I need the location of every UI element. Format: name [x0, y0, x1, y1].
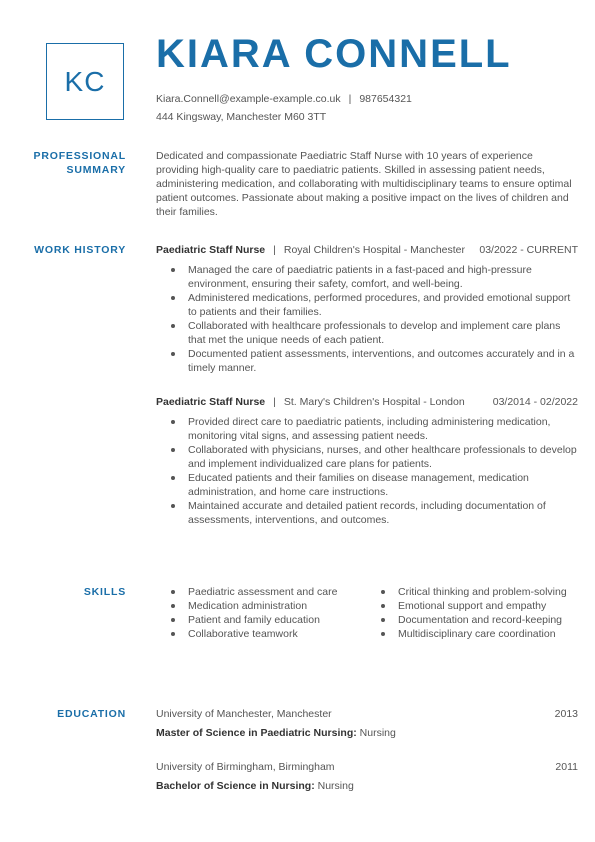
degree-name: Bachelor of Science in Nursing: [156, 780, 315, 792]
job-bullets [156, 263, 578, 375]
summary-heading [20, 149, 126, 177]
job-title: Paediatric Staff Nurse [156, 396, 266, 408]
job-entry [156, 395, 578, 527]
skills-column-right [366, 585, 578, 641]
list-item: Collaborated with physicians, nurses, and other healthcare professionals to develop and implement individualized care plans for patients. [188, 444, 577, 470]
list-item: Emotional support and empathy [398, 599, 578, 613]
job-separator: | [273, 244, 276, 256]
list-item: Patient and family education [188, 613, 366, 627]
list-item: Maintained accurate and detailed patient records, including documentation of assessments, interventions, and outcomes. [188, 499, 578, 527]
education-header [156, 707, 578, 721]
job-header [156, 243, 578, 257]
contact-info [156, 90, 412, 126]
skills-list [366, 585, 578, 641]
list-item: Paediatric assessment and care [188, 585, 366, 599]
work-history-heading: WORK HISTORY [34, 244, 126, 256]
summary-text: Dedicated and compassionate Paediatric Staff Nurse with 10 years of experience providing high-quality care to paediatric patients. Skilled in assessing patient needs, administering medication, and collaborating with multidisciplinary teams to ensure optimal patient outcomes. Passionate about making a positive impact on the lives of children and their families. [156, 150, 572, 218]
skills-section [156, 585, 578, 685]
list-item: Administered medications, performed procedures, and provided emotional support to patients and their families. [188, 291, 578, 319]
list-item: Documentation and record-keeping [398, 613, 578, 627]
list-item: Managed the care of paediatric patients in a fast-paced and high-pressure environment, ensuring their safety, comfort, and well-being. [188, 263, 578, 291]
skills-heading: SKILLS [83, 586, 126, 598]
list-item: Provided direct care to paediatric patients, including administering medication, monitoring vital signs, and assessing patient needs. [188, 415, 578, 443]
degree-name: Master of Science in Paediatric Nursing: [156, 727, 357, 739]
degree-field: Nursing [359, 727, 396, 739]
monogram-badge [46, 43, 124, 120]
summary-heading-line2: SUMMARY [66, 164, 126, 176]
summary-section [156, 149, 578, 219]
job-employer: St. Mary's Children's Hospital - London [283, 396, 465, 408]
graduation-year: 2013 [554, 708, 578, 720]
summary-heading-line1: PROFESSIONAL [33, 150, 126, 162]
list-item: Collaborative teamwork [188, 627, 366, 641]
initials: KC [64, 65, 106, 97]
education-entry [156, 760, 578, 793]
contact-separator: | [348, 93, 352, 105]
candidate-name: KIARA CONNELL [156, 32, 512, 76]
list-item: Educated patients and their families on disease management, medication administration, and home care instructions. [188, 471, 578, 499]
skills-list [156, 585, 366, 641]
job-bullets [156, 415, 578, 527]
job-dates: 03/2014 - 02/2022 [492, 396, 578, 408]
education-heading: EDUCATION [57, 708, 126, 720]
job-title: Paediatric Staff Nurse [156, 244, 266, 256]
education-section [156, 707, 578, 793]
education-entry [156, 707, 578, 740]
list-item: Documented patient assessments, interventions, and outcomes accurately and in a timely manner. [188, 347, 578, 375]
job-separator: | [273, 396, 276, 408]
job-dates: 03/2022 - CURRENT [479, 244, 578, 256]
school-name: University of Manchester, Manchester [156, 708, 332, 720]
email-link[interactable]: Kiara.Connell@example-example.co.uk [156, 93, 341, 105]
job-employer: Royal Children's Hospital - Manchester [283, 244, 466, 256]
list-item: Multidisciplinary care coordination [398, 627, 578, 641]
degree-line [156, 726, 578, 740]
skills-column-left [156, 585, 366, 641]
education-header [156, 760, 578, 774]
address: 444 Kingsway, Manchester M60 3TT [156, 111, 327, 123]
phone-number: 987654321 [359, 93, 412, 105]
school-name: University of Birmingham, Birmingham [156, 761, 335, 773]
job-header [156, 395, 578, 409]
list-item: Critical thinking and problem-solving [398, 585, 578, 599]
graduation-year: 2011 [555, 761, 578, 773]
degree-line [156, 779, 578, 793]
degree-field: Nursing [317, 780, 354, 792]
list-item: Medication administration [188, 599, 366, 613]
list-item: Collaborated with healthcare professionals to develop and implement care plans that met the unique needs of each patient. [188, 319, 578, 347]
work-history-section [156, 243, 578, 527]
job-entry [156, 243, 578, 375]
